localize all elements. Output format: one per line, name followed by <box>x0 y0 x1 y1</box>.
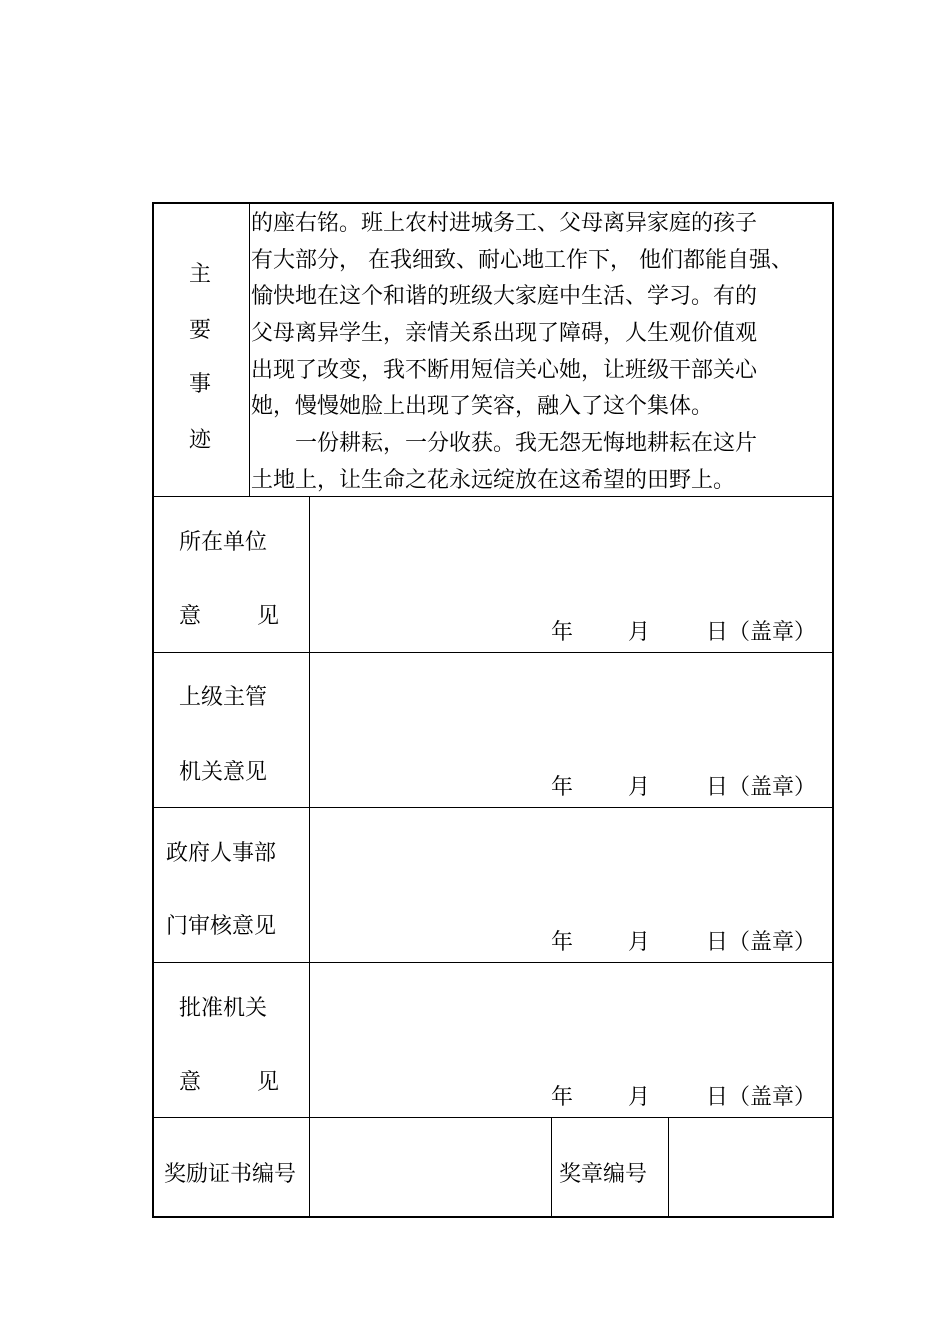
day-seal-label: 日（盖章） <box>706 930 817 955</box>
label-column-divider <box>309 496 310 1216</box>
year-label: 年 <box>551 1085 574 1110</box>
deeds-label-char: 迹 <box>189 428 212 453</box>
footer-divider <box>551 1117 552 1216</box>
deeds-label-char: 主 <box>189 262 212 287</box>
unit-opinion-label: 所在单位 <box>179 530 268 555</box>
deeds-line: 她，慢慢她脸上出现了笑容，融入了这个集体。 <box>251 394 714 420</box>
deeds-line: 出现了改变，我不断用短信关心她，让班级干部关心 <box>251 357 758 383</box>
year-label: 年 <box>551 775 574 800</box>
deeds-line: 一份耕耘，一分收获。我无怨无悔地耕耘在这片 <box>251 431 758 457</box>
medal-number-label: 奖章编号 <box>559 1162 648 1187</box>
row-divider <box>154 652 832 653</box>
day-seal-label: 日（盖章） <box>706 620 817 645</box>
month-label: 月 <box>628 620 651 645</box>
deeds-label-char: 要 <box>189 318 212 343</box>
deeds-line: 的座右铭。班上农村进城务工、父母离异家庭的孩子 <box>251 211 758 236</box>
year-label: 年 <box>551 620 574 645</box>
deeds-label-char: 事 <box>189 372 212 397</box>
row-divider <box>154 962 832 963</box>
day-seal-label: 日（盖章） <box>706 1085 817 1110</box>
deeds-text <box>251 206 831 500</box>
month-label: 月 <box>628 775 651 800</box>
deeds-line: 有大部分， 在我细致、耐心地工作下， 他们都能自强、 <box>251 247 793 273</box>
approval-opinion-label-yi: 意 <box>179 1070 202 1095</box>
month-label: 月 <box>628 930 651 955</box>
approval-opinion-label: 批准机关 <box>179 996 268 1021</box>
award-form-table <box>152 202 834 1218</box>
row-divider <box>154 496 832 497</box>
day-seal-label: 日（盖章） <box>706 775 817 800</box>
unit-opinion-label-jian: 见 <box>257 604 280 629</box>
deeds-line: 土地上，让生命之花永远绽放在这希望的田野上。 <box>251 467 736 493</box>
footer-divider <box>668 1117 669 1216</box>
row-divider <box>154 1117 832 1118</box>
hr-review-label: 门审核意见 <box>166 914 277 939</box>
approval-opinion-label-jian: 见 <box>257 1070 280 1095</box>
deeds-line: 父母离异学生，亲情关系出现了障碍，人生观价值观 <box>251 321 758 347</box>
deeds-divider <box>249 204 250 496</box>
superior-opinion-label: 机关意见 <box>179 760 268 785</box>
year-label: 年 <box>551 930 574 955</box>
unit-opinion-label-yi: 意 <box>179 604 202 629</box>
superior-opinion-label: 上级主管 <box>179 685 268 710</box>
deeds-line: 愉快地在这个和谐的班级大家庭中生活、学习。有的 <box>251 284 758 310</box>
month-label: 月 <box>628 1085 651 1110</box>
certificate-number-label: 奖励证书编号 <box>164 1162 297 1187</box>
row-divider <box>154 807 832 808</box>
hr-review-label: 政府人事部 <box>166 841 277 866</box>
